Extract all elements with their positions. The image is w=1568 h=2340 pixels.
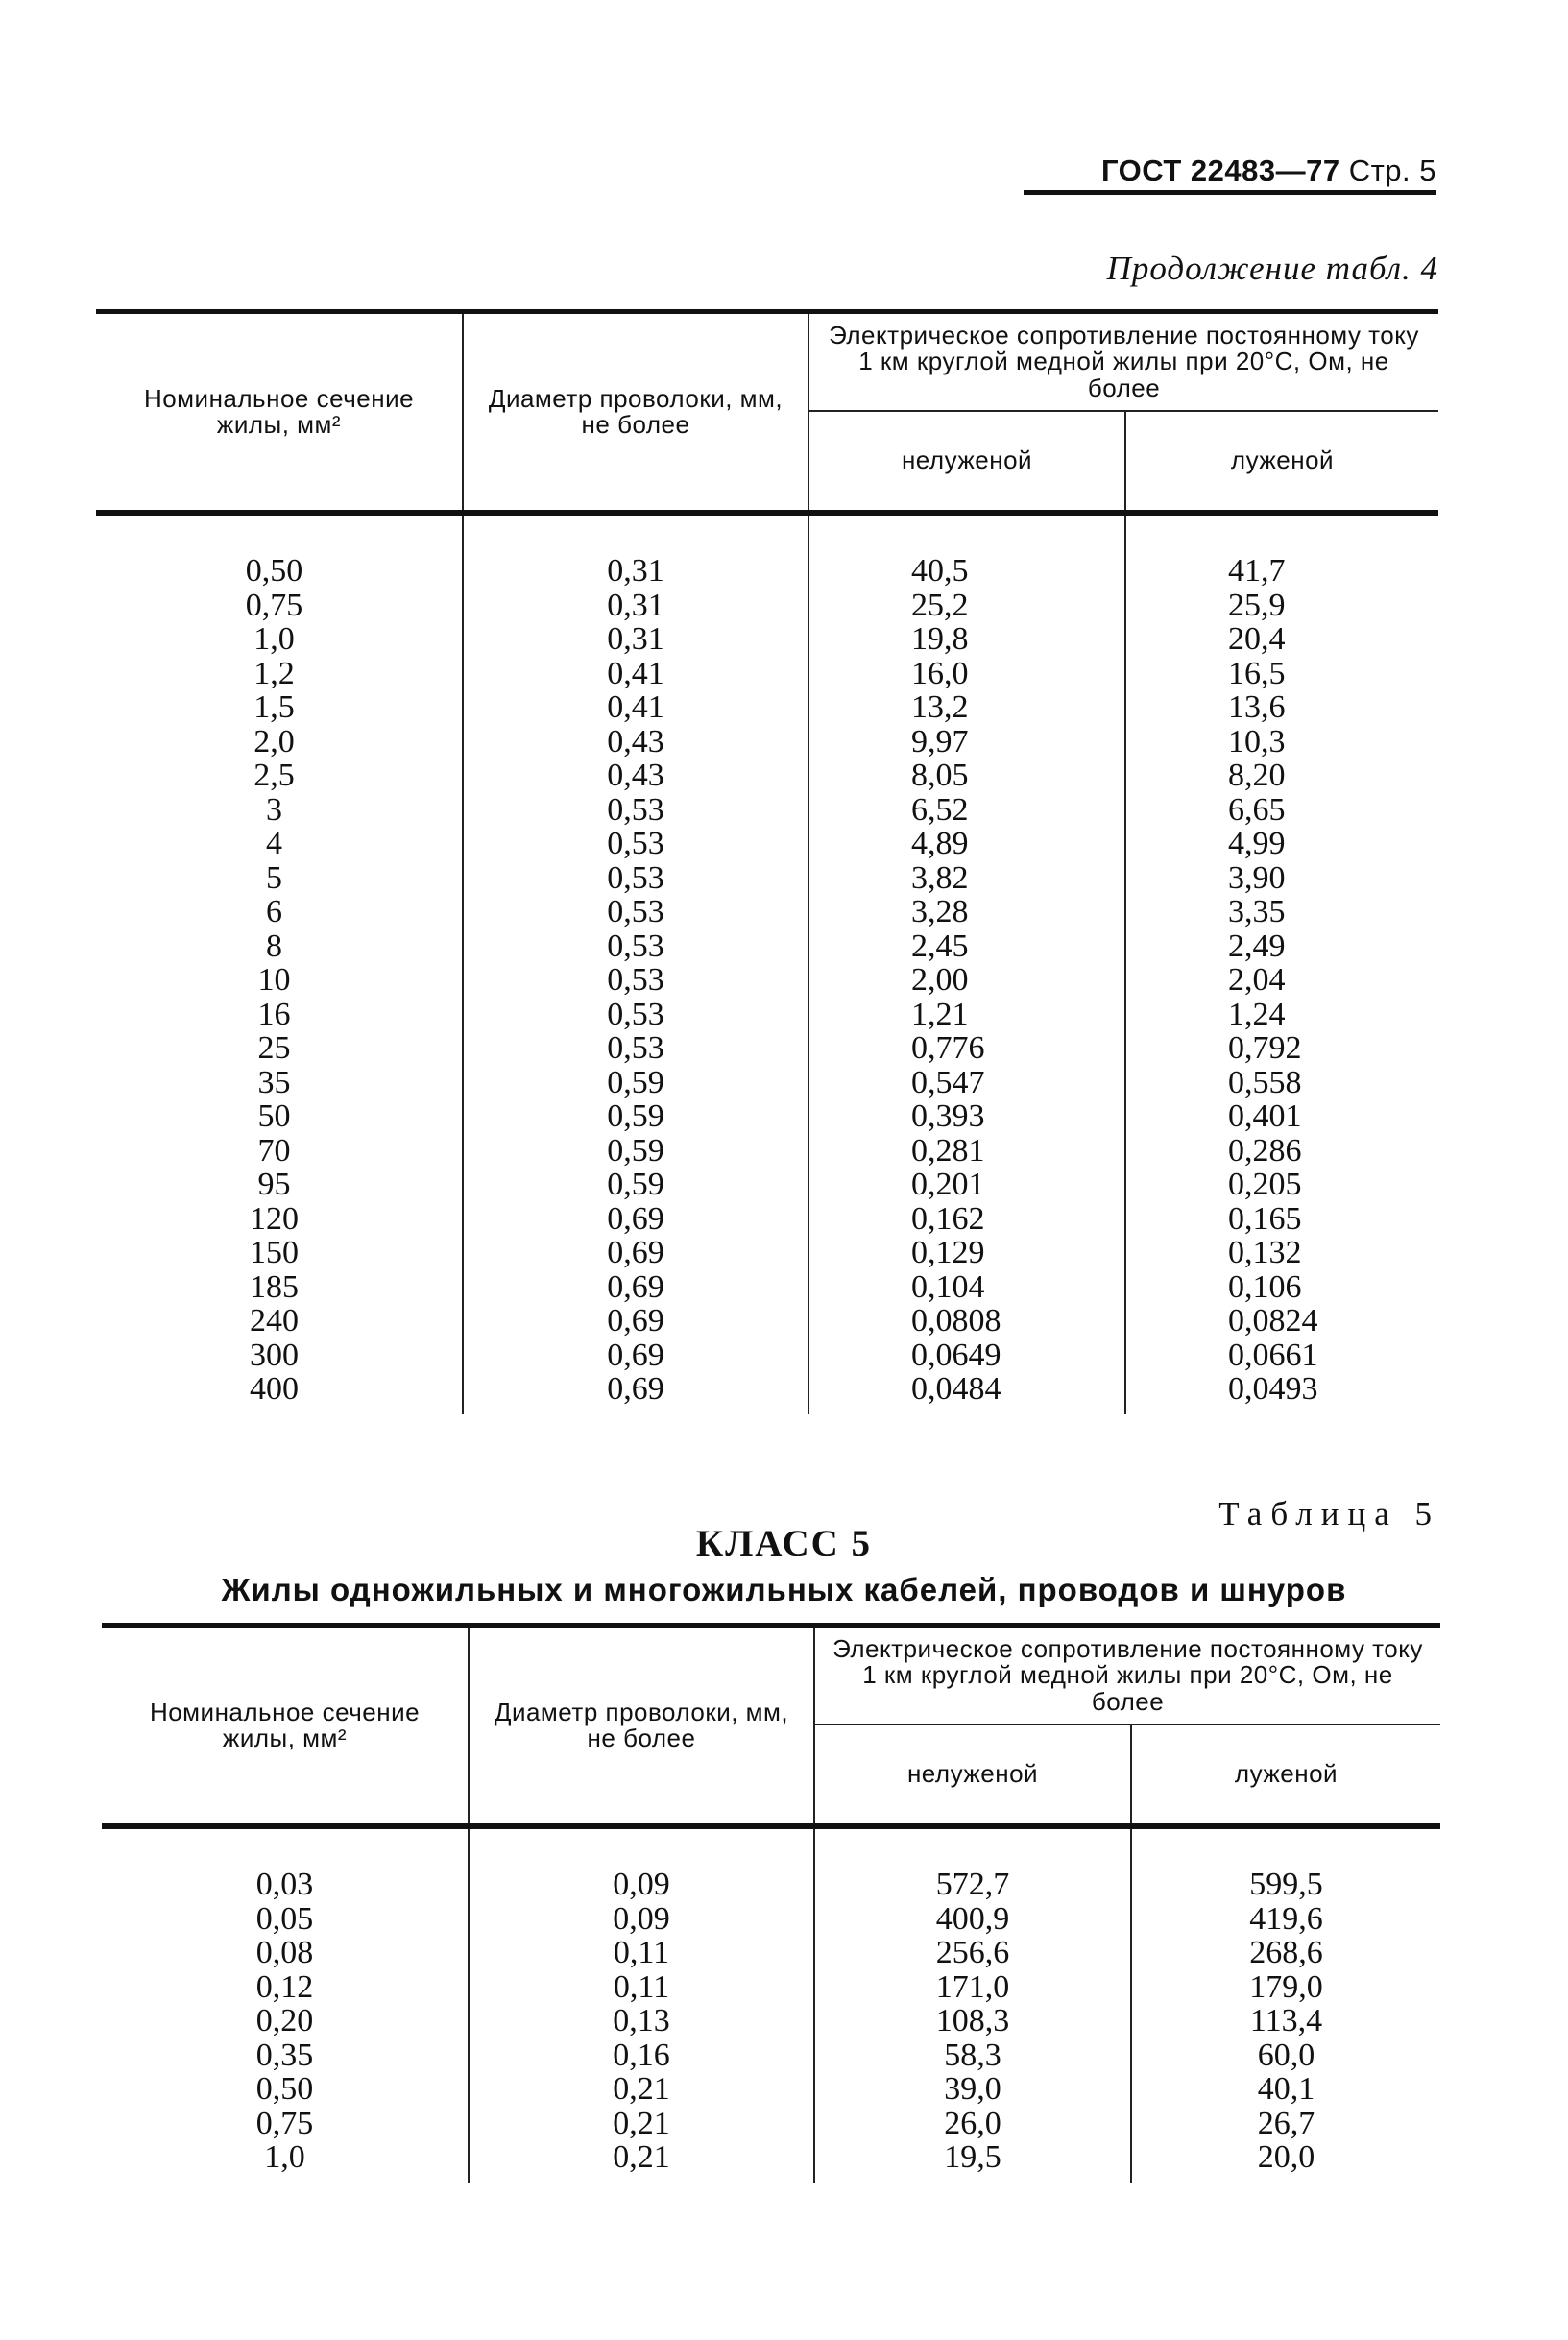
cell-untinned: 0,0484 bbox=[808, 1372, 1125, 1414]
cell-tinned: 10,3 bbox=[1125, 725, 1438, 760]
header-section: Номинальное сечение жилы, мм² bbox=[96, 312, 463, 514]
cell-diameter: 0,21 bbox=[469, 2107, 814, 2141]
cell-untinned: 9,97 bbox=[808, 725, 1125, 760]
cell-diameter: 0,41 bbox=[463, 657, 808, 691]
cell-untinned: 2,45 bbox=[808, 929, 1125, 964]
table-row bbox=[96, 1270, 1438, 1305]
cell-diameter: 0,09 bbox=[469, 1826, 814, 1902]
cell-diameter: 0,53 bbox=[463, 998, 808, 1032]
cell-tinned: 0,0493 bbox=[1125, 1372, 1438, 1414]
table-row bbox=[96, 1031, 1438, 1066]
cell-untinned: 0,129 bbox=[808, 1236, 1125, 1270]
cell-diameter: 0,53 bbox=[463, 861, 808, 896]
cell-section: 5 bbox=[266, 859, 282, 896]
cell-untinned: 1,21 bbox=[808, 998, 1125, 1032]
cell-untinned: 0,162 bbox=[808, 1202, 1125, 1237]
cell-section: 6 bbox=[266, 894, 282, 929]
table-row bbox=[96, 1066, 1438, 1100]
table-row bbox=[102, 1970, 1440, 2005]
cell-section: 50 bbox=[257, 1098, 291, 1134]
cell-diameter: 0,69 bbox=[463, 1236, 808, 1270]
cell-tinned: 113,4 bbox=[1131, 2004, 1440, 2038]
table-row bbox=[96, 895, 1438, 929]
table-row bbox=[96, 998, 1438, 1032]
table-row bbox=[96, 725, 1438, 760]
cell-untinned: 58,3 bbox=[814, 2038, 1131, 2073]
table-row bbox=[96, 1339, 1438, 1373]
header-resistance: Электрическое сопротивление постоянному току 1 км круглой медной жилы при 20°С, Ом, не более bbox=[814, 1626, 1440, 1725]
cell-untinned: 2,00 bbox=[808, 963, 1125, 998]
cell-untinned: 3,82 bbox=[808, 861, 1125, 896]
cell-section: 1,5 bbox=[253, 689, 295, 725]
cell-untinned: 400,9 bbox=[814, 1902, 1131, 1937]
cell-section: 0,35 bbox=[255, 2037, 314, 2073]
cell-tinned: 179,0 bbox=[1131, 1970, 1440, 2005]
cell-tinned: 0,106 bbox=[1125, 1270, 1438, 1305]
cell-section: 95 bbox=[257, 1167, 291, 1202]
cell-section: 300 bbox=[250, 1337, 299, 1373]
cell-section: 0,75 bbox=[245, 587, 303, 623]
cell-section: 3 bbox=[266, 791, 282, 828]
cell-diameter: 0,31 bbox=[463, 513, 808, 589]
cell-untinned: 0,104 bbox=[808, 1270, 1125, 1305]
cell-diameter: 0,43 bbox=[463, 725, 808, 760]
cell-diameter: 0,31 bbox=[463, 589, 808, 623]
cell-diameter: 0,13 bbox=[469, 2004, 814, 2038]
header-untinned: нелуженой bbox=[814, 1725, 1131, 1826]
class-title: КЛАСС 5 bbox=[695, 1523, 873, 1564]
cell-diameter: 0,11 bbox=[469, 1936, 814, 1970]
cell-tinned: 60,0 bbox=[1131, 2038, 1440, 2073]
cell-diameter: 0,59 bbox=[463, 1134, 808, 1169]
cell-section: 0,20 bbox=[255, 2003, 314, 2038]
gost-number: ГОСТ 22483—77 bbox=[1100, 154, 1340, 187]
table-row bbox=[96, 589, 1438, 623]
cell-untinned: 0,201 bbox=[808, 1168, 1125, 1202]
cell-untinned: 16,0 bbox=[808, 657, 1125, 691]
page-number: Стр. 5 bbox=[1348, 154, 1436, 187]
cell-tinned: 0,558 bbox=[1125, 1066, 1438, 1100]
table4-continuation-caption: Продолжение табл. 4 bbox=[1106, 250, 1438, 287]
cell-diameter: 0,69 bbox=[463, 1202, 808, 1237]
table-row bbox=[102, 1936, 1440, 1970]
cell-diameter: 0,09 bbox=[469, 1902, 814, 1937]
table5-subtitle: Жилы одножильных и многожильных кабелей, проводов и шнуров bbox=[221, 1572, 1347, 1607]
header-tinned: луженой bbox=[1125, 411, 1438, 513]
cell-untinned: 171,0 bbox=[814, 1970, 1131, 2005]
cell-tinned: 3,35 bbox=[1125, 895, 1438, 929]
cell-section: 2,5 bbox=[253, 758, 295, 793]
cell-diameter: 0,69 bbox=[463, 1270, 808, 1305]
header-untinned: нелуженой bbox=[808, 411, 1125, 513]
cell-tinned: 6,65 bbox=[1125, 793, 1438, 828]
cell-untinned: 256,6 bbox=[814, 1936, 1131, 1970]
cell-section: 8 bbox=[266, 928, 282, 964]
cell-tinned: 20,4 bbox=[1125, 622, 1438, 657]
cell-tinned: 25,9 bbox=[1125, 589, 1438, 623]
cell-tinned: 41,7 bbox=[1125, 513, 1438, 589]
header-tinned: луженой bbox=[1131, 1725, 1440, 1826]
table4 bbox=[96, 309, 1438, 1414]
cell-diameter: 0,59 bbox=[463, 1099, 808, 1134]
cell-tinned: 3,90 bbox=[1125, 861, 1438, 896]
table-row bbox=[96, 513, 1438, 589]
cell-section: 1,0 bbox=[253, 621, 295, 657]
cell-untinned: 0,281 bbox=[808, 1134, 1125, 1169]
cell-tinned: 0,165 bbox=[1125, 1202, 1438, 1237]
cell-tinned: 2,04 bbox=[1125, 963, 1438, 998]
cell-section: 2,0 bbox=[253, 723, 295, 760]
header-section: Номинальное сечение жилы, мм² bbox=[102, 1626, 469, 1827]
cell-section: 16 bbox=[257, 996, 291, 1032]
table-row bbox=[96, 963, 1438, 998]
table-row bbox=[96, 1099, 1438, 1134]
table-row bbox=[96, 1372, 1438, 1414]
table-row bbox=[102, 2038, 1440, 2073]
table-row bbox=[96, 1304, 1438, 1339]
cell-tinned: 4,99 bbox=[1125, 827, 1438, 861]
table-row bbox=[96, 1236, 1438, 1270]
cell-tinned: 13,6 bbox=[1125, 690, 1438, 725]
cell-tinned: 1,24 bbox=[1125, 998, 1438, 1032]
cell-diameter: 0,69 bbox=[463, 1304, 808, 1339]
cell-tinned: 0,205 bbox=[1125, 1168, 1438, 1202]
cell-untinned: 6,52 bbox=[808, 793, 1125, 828]
cell-tinned: 0,132 bbox=[1125, 1236, 1438, 1270]
cell-untinned: 13,2 bbox=[808, 690, 1125, 725]
cell-untinned: 4,89 bbox=[808, 827, 1125, 861]
cell-section: 1,2 bbox=[253, 655, 295, 691]
cell-diameter: 0,69 bbox=[463, 1372, 808, 1414]
cell-untinned: 572,7 bbox=[814, 1826, 1131, 1902]
cell-tinned: 0,286 bbox=[1125, 1134, 1438, 1169]
cell-diameter: 0,21 bbox=[469, 2072, 814, 2107]
cell-section: 0,50 bbox=[255, 2071, 314, 2107]
cell-untinned: 19,8 bbox=[808, 622, 1125, 657]
table-row bbox=[96, 1134, 1438, 1169]
cell-tinned: 268,6 bbox=[1131, 1936, 1440, 1970]
cell-tinned: 20,0 bbox=[1131, 2140, 1440, 2183]
cell-diameter: 0,69 bbox=[463, 1339, 808, 1373]
cell-diameter: 0,21 bbox=[469, 2140, 814, 2183]
header-resistance: Электрическое сопротивление постоянному току 1 км круглой медной жилы при 20°С, Ом, не более bbox=[808, 312, 1438, 412]
cell-section: 0,50 bbox=[245, 553, 303, 589]
cell-diameter: 0,53 bbox=[463, 793, 808, 828]
cell-section: 35 bbox=[257, 1064, 291, 1100]
cell-untinned: 25,2 bbox=[808, 589, 1125, 623]
cell-diameter: 0,11 bbox=[469, 1970, 814, 2005]
cell-section: 0,05 bbox=[255, 1900, 314, 1937]
table-row bbox=[96, 690, 1438, 725]
cell-section: 0,12 bbox=[255, 1968, 314, 2005]
cell-section: 1,0 bbox=[264, 2139, 305, 2175]
cell-section: 240 bbox=[250, 1303, 299, 1339]
cell-tinned: 8,20 bbox=[1125, 759, 1438, 793]
cell-section: 185 bbox=[250, 1268, 299, 1305]
cell-tinned: 419,6 bbox=[1131, 1902, 1440, 1937]
cell-untinned: 108,3 bbox=[814, 2004, 1131, 2038]
table-row bbox=[102, 1902, 1440, 1937]
cell-tinned: 0,0661 bbox=[1125, 1339, 1438, 1373]
cell-section: 400 bbox=[250, 1371, 299, 1407]
cell-section: 70 bbox=[257, 1132, 291, 1169]
cell-untinned: 19,5 bbox=[814, 2140, 1131, 2183]
table-row bbox=[102, 1826, 1440, 1902]
table-row bbox=[96, 657, 1438, 691]
cell-diameter: 0,16 bbox=[469, 2038, 814, 2073]
cell-diameter: 0,31 bbox=[463, 622, 808, 657]
cell-untinned: 0,0649 bbox=[808, 1339, 1125, 1373]
cell-untinned: 0,776 bbox=[808, 1031, 1125, 1066]
cell-diameter: 0,59 bbox=[463, 1066, 808, 1100]
cell-section: 0,08 bbox=[255, 1935, 314, 1970]
cell-section: 4 bbox=[266, 826, 282, 861]
cell-untinned: 0,393 bbox=[808, 1099, 1125, 1134]
cell-tinned: 0,401 bbox=[1125, 1099, 1438, 1134]
table-row bbox=[96, 759, 1438, 793]
cell-diameter: 0,43 bbox=[463, 759, 808, 793]
cell-diameter: 0,53 bbox=[463, 929, 808, 964]
cell-tinned: 2,49 bbox=[1125, 929, 1438, 964]
table-row bbox=[102, 2072, 1440, 2107]
table-row bbox=[96, 861, 1438, 896]
table5-label: Таблица 5 bbox=[1218, 1495, 1440, 1532]
cell-section: 150 bbox=[250, 1235, 299, 1270]
cell-diameter: 0,59 bbox=[463, 1168, 808, 1202]
header-diameter: Диаметр проволоки, мм, не более bbox=[463, 312, 808, 514]
cell-diameter: 0,53 bbox=[463, 895, 808, 929]
cell-untinned: 8,05 bbox=[808, 759, 1125, 793]
cell-untinned: 39,0 bbox=[814, 2072, 1131, 2107]
cell-section: 25 bbox=[257, 1030, 291, 1066]
cell-tinned: 0,0824 bbox=[1125, 1304, 1438, 1339]
header-diameter: Диаметр проволоки, мм, не более bbox=[469, 1626, 814, 1827]
cell-diameter: 0,53 bbox=[463, 963, 808, 998]
cell-untinned: 3,28 bbox=[808, 895, 1125, 929]
cell-untinned: 0,547 bbox=[808, 1066, 1125, 1100]
cell-tinned: 16,5 bbox=[1125, 657, 1438, 691]
cell-section: 10 bbox=[257, 962, 291, 998]
cell-section: 0,75 bbox=[255, 2105, 314, 2141]
table-row bbox=[102, 2107, 1440, 2141]
cell-tinned: 599,5 bbox=[1131, 1826, 1440, 1902]
cell-diameter: 0,53 bbox=[463, 1031, 808, 1066]
cell-untinned: 26,0 bbox=[814, 2107, 1131, 2141]
table-row bbox=[96, 622, 1438, 657]
page-header bbox=[1024, 154, 1436, 195]
table-row bbox=[96, 827, 1438, 861]
cell-tinned: 26,7 bbox=[1131, 2107, 1440, 2141]
cell-section: 120 bbox=[250, 1200, 299, 1237]
cell-diameter: 0,41 bbox=[463, 690, 808, 725]
cell-section: 0,03 bbox=[255, 1867, 314, 1902]
cell-untinned: 40,5 bbox=[808, 513, 1125, 589]
table-row bbox=[96, 793, 1438, 828]
table-row bbox=[102, 2004, 1440, 2038]
table-row bbox=[102, 2140, 1440, 2183]
cell-diameter: 0,53 bbox=[463, 827, 808, 861]
table5 bbox=[102, 1623, 1440, 2183]
table-row bbox=[96, 1202, 1438, 1237]
cell-untinned: 0,0808 bbox=[808, 1304, 1125, 1339]
cell-tinned: 0,792 bbox=[1125, 1031, 1438, 1066]
cell-tinned: 40,1 bbox=[1131, 2072, 1440, 2107]
table-row bbox=[96, 929, 1438, 964]
table-row bbox=[96, 1168, 1438, 1202]
